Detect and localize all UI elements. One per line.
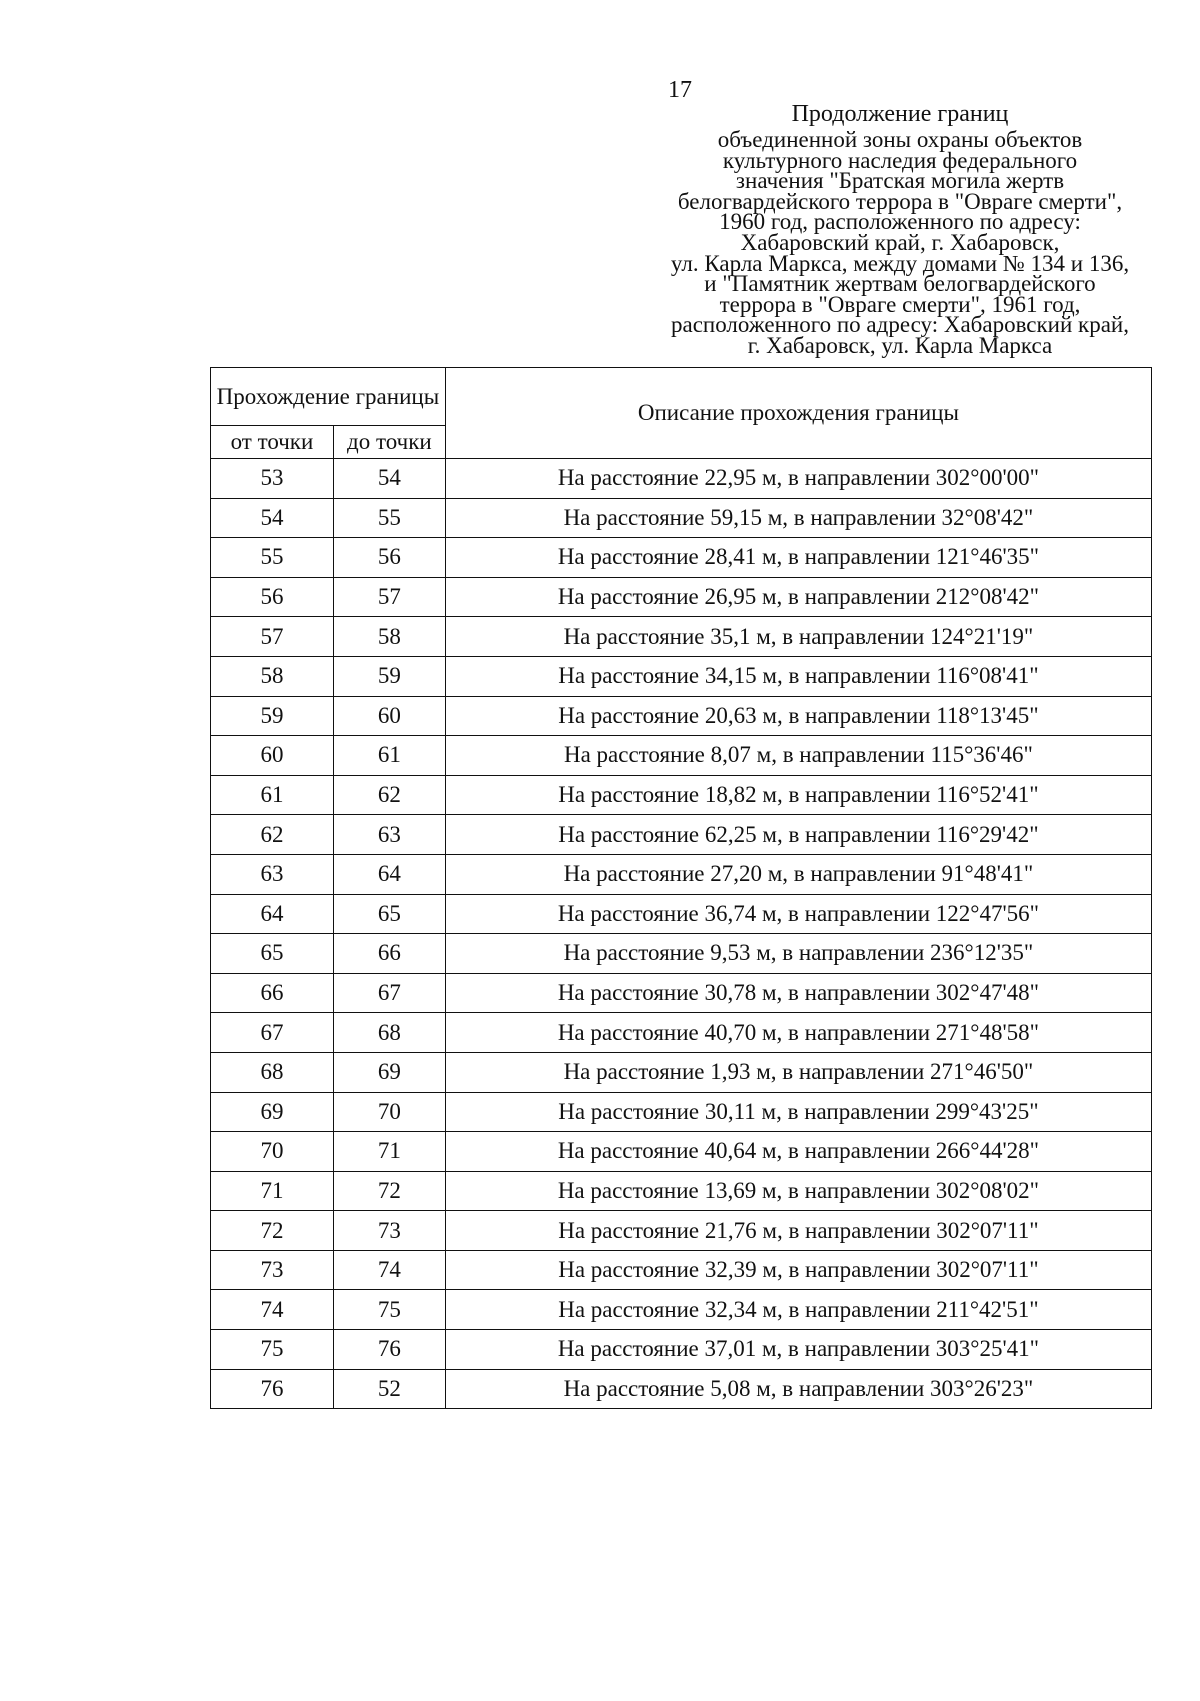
table-row [211,577,1152,617]
description-cell: На расстояние 40,64 м, в направлении 266°44'28" [445,1132,1151,1172]
boundary-table-body [211,459,1152,1409]
to-point-cell: 75 [333,1290,445,1330]
table-row [211,934,1152,974]
description-cell: На расстояние 30,78 м, в направлении 302°47'48" [445,973,1151,1013]
heading-line: 1960 год, расположенного по адресу: [719,209,1081,235]
description-cell: На расстояние 30,11 м, в направлении 299°43'25" [445,1092,1151,1132]
group-header: Прохождение границы [211,368,446,426]
table-row [211,854,1152,894]
to-point-header: до точки [333,426,445,459]
from-point-cell: 55 [211,538,334,578]
from-point-cell: 59 [211,696,334,736]
description-cell: На расстояние 21,76 м, в направлении 302°07'11" [445,1211,1151,1251]
heading-line: террора в "Овраге смерти", 1961 год, [719,291,1081,317]
from-point-cell: 62 [211,815,334,855]
from-point-cell: 75 [211,1330,334,1370]
table-row [211,1092,1152,1132]
to-point-cell: 76 [333,1330,445,1370]
description-cell: На расстояние 34,15 м, в направлении 116°08'41" [445,656,1151,696]
to-point-cell: 73 [333,1211,445,1251]
table-row [211,894,1152,934]
from-point-cell: 65 [211,934,334,974]
heading-title: Продолжение границ [791,101,1009,127]
to-point-cell: 62 [333,775,445,815]
from-point-header: от точки [211,426,334,459]
from-point-cell: 64 [211,894,334,934]
description-cell: На расстояние 20,63 м, в направлении 118°13'45" [445,696,1151,736]
heading-line: и "Памятник жертвам белогвардейского [704,271,1096,297]
to-point-cell: 74 [333,1250,445,1290]
heading-line: Хабаровский край, г. Хабаровск, [740,229,1060,255]
from-point-cell: 66 [211,973,334,1013]
heading-body [640,127,1160,358]
table-row [211,1290,1152,1330]
to-point-cell: 65 [333,894,445,934]
heading-line: значения "Братская могила жертв [735,168,1065,194]
from-point-cell: 70 [211,1132,334,1172]
to-point-cell: 55 [333,498,445,538]
to-point-cell: 59 [333,656,445,696]
to-point-cell: 64 [333,854,445,894]
to-point-cell: 60 [333,696,445,736]
description-cell: На расстояние 13,69 м, в направлении 302°08'02" [445,1171,1151,1211]
table-row [211,1250,1152,1290]
from-point-cell: 57 [211,617,334,657]
from-point-cell: 76 [211,1369,334,1409]
table-row [211,1052,1152,1092]
table-row [211,775,1152,815]
from-point-cell: 71 [211,1171,334,1211]
description-cell: На расстояние 5,08 м, в направлении 303°26'23" [445,1369,1151,1409]
description-cell: На расстояние 37,01 м, в направлении 303°25'41" [445,1330,1151,1370]
to-point-cell: 68 [333,1013,445,1053]
to-point-cell: 57 [333,577,445,617]
description-header: Описание прохождения границы [445,368,1151,459]
table-row [211,617,1152,657]
description-cell: На расстояние 59,15 м, в направлении 32°08'42" [445,498,1151,538]
to-point-cell: 69 [333,1052,445,1092]
table-row [211,1330,1152,1370]
to-point-cell: 54 [333,459,445,499]
to-point-cell: 66 [333,934,445,974]
table-row [211,736,1152,776]
heading-line: культурного наследия федерального [722,147,1078,173]
to-point-cell: 58 [333,617,445,657]
table-row [211,1369,1152,1409]
boundary-table [210,367,1152,1409]
page-number: 17 [668,77,692,103]
table-row [211,1171,1152,1211]
to-point-cell: 61 [333,736,445,776]
description-cell: На расстояние 28,41 м, в направлении 121°46'35" [445,538,1151,578]
heading-line: г. Хабаровск, ул. Карла Маркса [747,332,1053,358]
from-point-cell: 56 [211,577,334,617]
heading-line: расположенного по адресу: Хабаровский край, [671,312,1129,338]
to-point-cell: 71 [333,1132,445,1172]
description-cell: На расстояние 26,95 м, в направлении 212°08'42" [445,577,1151,617]
description-cell: На расстояние 35,1 м, в направлении 124°21'19" [445,617,1151,657]
from-point-cell: 58 [211,656,334,696]
table-row [211,696,1152,736]
to-point-cell: 70 [333,1092,445,1132]
description-cell: На расстояние 40,70 м, в направлении 271°48'58" [445,1013,1151,1053]
from-point-cell: 53 [211,459,334,499]
description-cell: На расстояние 32,39 м, в направлении 302°07'11" [445,1250,1151,1290]
to-point-cell: 67 [333,973,445,1013]
description-cell: На расстояние 62,25 м, в направлении 116°29'42" [445,815,1151,855]
table-row [211,1211,1152,1251]
boundary-table-head [211,368,1152,459]
table-row [211,538,1152,578]
from-point-cell: 67 [211,1013,334,1053]
table-header-row [211,368,1152,426]
to-point-cell: 52 [333,1369,445,1409]
from-point-cell: 74 [211,1290,334,1330]
to-point-cell: 72 [333,1171,445,1211]
description-cell: На расстояние 18,82 м, в направлении 116°52'41" [445,775,1151,815]
to-point-cell: 56 [333,538,445,578]
from-point-cell: 68 [211,1052,334,1092]
table-row [211,459,1152,499]
description-cell: На расстояние 27,20 м, в направлении 91°48'41" [445,854,1151,894]
table-row [211,1013,1152,1053]
description-cell: На расстояние 36,74 м, в направлении 122°47'56" [445,894,1151,934]
table-row [211,973,1152,1013]
description-cell: На расстояние 9,53 м, в направлении 236°12'35" [445,934,1151,974]
description-cell: На расстояние 1,93 м, в направлении 271°46'50" [445,1052,1151,1092]
from-point-cell: 73 [211,1250,334,1290]
description-cell: На расстояние 22,95 м, в направлении 302°00'00" [445,459,1151,499]
description-cell: На расстояние 32,34 м, в направлении 211°42'51" [445,1290,1151,1330]
heading-line: ул. Карла Маркса, между домами № 134 и 136, [670,250,1130,276]
from-point-cell: 60 [211,736,334,776]
from-point-cell: 69 [211,1092,334,1132]
table-row [211,1132,1152,1172]
heading-line: объединенной зоны охраны объектов [717,127,1083,152]
from-point-cell: 72 [211,1211,334,1251]
to-point-cell: 63 [333,815,445,855]
from-point-cell: 61 [211,775,334,815]
description-cell: На расстояние 8,07 м, в направлении 115°36'46" [445,736,1151,776]
heading-line: белогвардейского террора в "Овраге смерти", [677,188,1123,214]
from-point-cell: 63 [211,854,334,894]
from-point-cell: 54 [211,498,334,538]
table-row [211,498,1152,538]
table-row [211,656,1152,696]
table-row [211,815,1152,855]
